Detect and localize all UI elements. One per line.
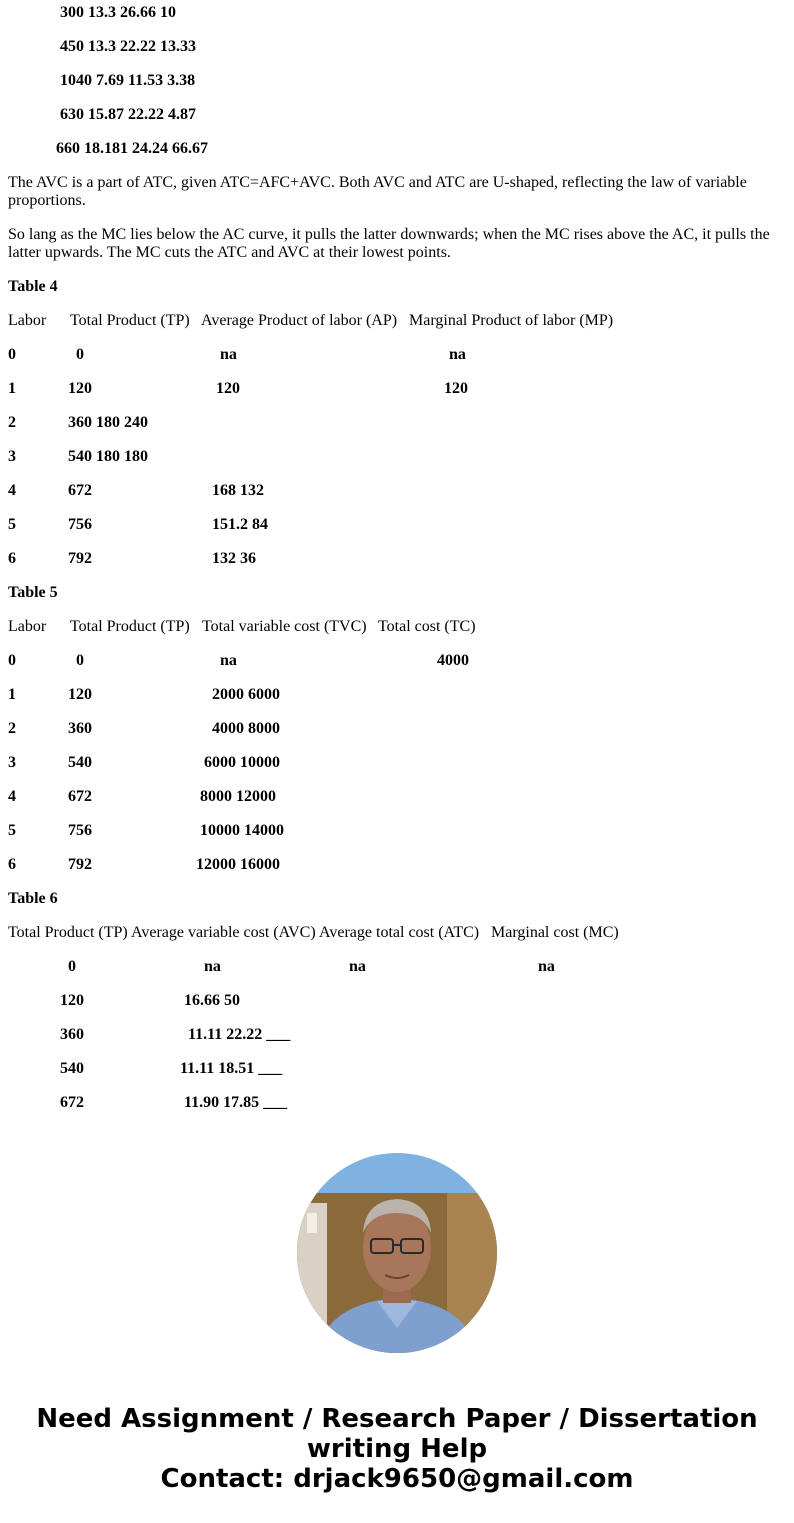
person-portrait-icon <box>297 1153 497 1353</box>
top-row: 660 18.181 24.24 66.67 <box>56 140 208 157</box>
table5-cell: 0 <box>8 652 16 669</box>
table5-cell: 360 <box>68 720 92 737</box>
table4-cell: 0 <box>8 346 16 363</box>
table6-cell: 0 <box>68 958 76 975</box>
table6-header-mc: Marginal cost (MC) <box>491 924 619 941</box>
table5-cell: 5 <box>8 822 16 839</box>
table5-header-labor: Labor <box>8 618 47 635</box>
table4-header-labor: Labor <box>8 312 47 329</box>
table5-header-tc: Total cost (TC) <box>378 618 476 635</box>
table5-header-tvc: Total variable cost (TVC) <box>202 618 367 635</box>
table5-cell: 756 <box>68 822 92 839</box>
table4-cell: 756 <box>68 516 92 533</box>
table6-header-atc: Average total cost (ATC) <box>319 924 480 941</box>
table4-cell: 3 <box>8 448 16 465</box>
table6-cell: na <box>538 958 555 975</box>
table4-cell: 132 36 <box>212 550 256 567</box>
table6-title: Table 6 <box>8 890 58 907</box>
table6-cell: na <box>349 958 366 975</box>
table5-cell: 3 <box>8 754 16 771</box>
table4-cell: 2 <box>8 414 16 431</box>
table4-cell: 5 <box>8 516 16 533</box>
table6-cell: 672 <box>60 1094 84 1111</box>
top-row: 630 15.87 22.22 4.87 <box>60 106 196 123</box>
table6-cell: 11.11 18.51 ___ <box>180 1060 283 1077</box>
table4-cell: 672 <box>68 482 92 499</box>
table6-cell: 11.11 22.22 ___ <box>188 1026 291 1043</box>
table5-cell: 4000 8000 <box>212 720 280 737</box>
table4-cell: 168 132 <box>212 482 264 499</box>
table4-cell: 6 <box>8 550 16 567</box>
table5-cell: 120 <box>68 686 92 703</box>
table5-cell: 672 <box>68 788 92 805</box>
table4-header-ap: Average Product of labor (AP) <box>201 312 398 329</box>
table4-cell: 1 <box>8 380 16 397</box>
table5-cell: 12000 16000 <box>196 856 280 873</box>
table4-cell: 540 180 180 <box>68 448 148 465</box>
table5-cell: 2 <box>8 720 16 737</box>
table4-title: Table 4 <box>8 278 58 295</box>
table4-cell: 120 <box>68 380 92 397</box>
table5-cell: 4 <box>8 788 16 805</box>
table6-header-tp: Total Product (TP) <box>8 924 128 941</box>
promo-contact: Contact: drjack9650@gmail.com <box>160 1464 634 1494</box>
table5-cell: 0 <box>76 652 84 669</box>
table4-cell: na <box>220 346 237 363</box>
table6-header-avc: Average variable cost (AVC) <box>131 924 316 941</box>
paragraph-mc: So lang as the MC lies below the AC curve, it pulls the latter downwards; when the MC rises above the AC, it pulls the latter upwards. The MC cuts the ATC and AVC at their lowest points. <box>8 226 770 261</box>
table6-cell: 540 <box>60 1060 84 1077</box>
table5-title: Table 5 <box>8 584 58 601</box>
table6-cell: na <box>204 958 221 975</box>
table4-header-tp: Total Product (TP) <box>70 312 190 329</box>
table5-cell: 1 <box>8 686 16 703</box>
table5-cell: 10000 14000 <box>200 822 284 839</box>
table4-cell: 0 <box>76 346 84 363</box>
top-row: 450 13.3 22.22 13.33 <box>60 38 196 55</box>
table4-cell: na <box>449 346 466 363</box>
table5-cell: 4000 <box>437 652 469 669</box>
table4-cell: 120 <box>216 380 240 397</box>
table5-cell: 8000 12000 <box>200 788 276 805</box>
table4-cell: 4 <box>8 482 16 499</box>
table5-cell: 2000 6000 <box>212 686 280 703</box>
table5-cell: na <box>220 652 237 669</box>
table4-cell: 151.2 84 <box>212 516 268 533</box>
table6-cell: 360 <box>60 1026 84 1043</box>
table6-cell: 120 <box>60 992 84 1009</box>
promo-line: Need Assignment / Research Paper / Dissertation <box>36 1404 758 1434</box>
table5-cell: 792 <box>68 856 92 873</box>
top-row: 300 13.3 26.66 10 <box>60 4 176 21</box>
table6-cell: 16.66 50 <box>184 992 240 1009</box>
table4-header-mp: Marginal Product of labor (MP) <box>409 312 614 329</box>
table5-cell: 540 <box>68 754 92 771</box>
paragraph-avc: The AVC is a part of ATC, given ATC=AFC+AVC. Both AVC and ATC are U-shaped, reflecting the law of variable proportions. <box>8 174 747 209</box>
top-row: 1040 7.69 11.53 3.38 <box>60 72 196 89</box>
table5-cell: 6 <box>8 856 16 873</box>
table6-cell: 11.90 17.85 ___ <box>184 1094 288 1111</box>
promo-line: writing Help <box>306 1434 488 1464</box>
table5-cell: 6000 10000 <box>204 754 280 771</box>
table4-cell: 792 <box>68 550 92 567</box>
table4-cell: 120 <box>444 380 468 397</box>
table4-cell: 360 180 240 <box>68 414 148 431</box>
table5-header-tp: Total Product (TP) <box>70 618 190 635</box>
